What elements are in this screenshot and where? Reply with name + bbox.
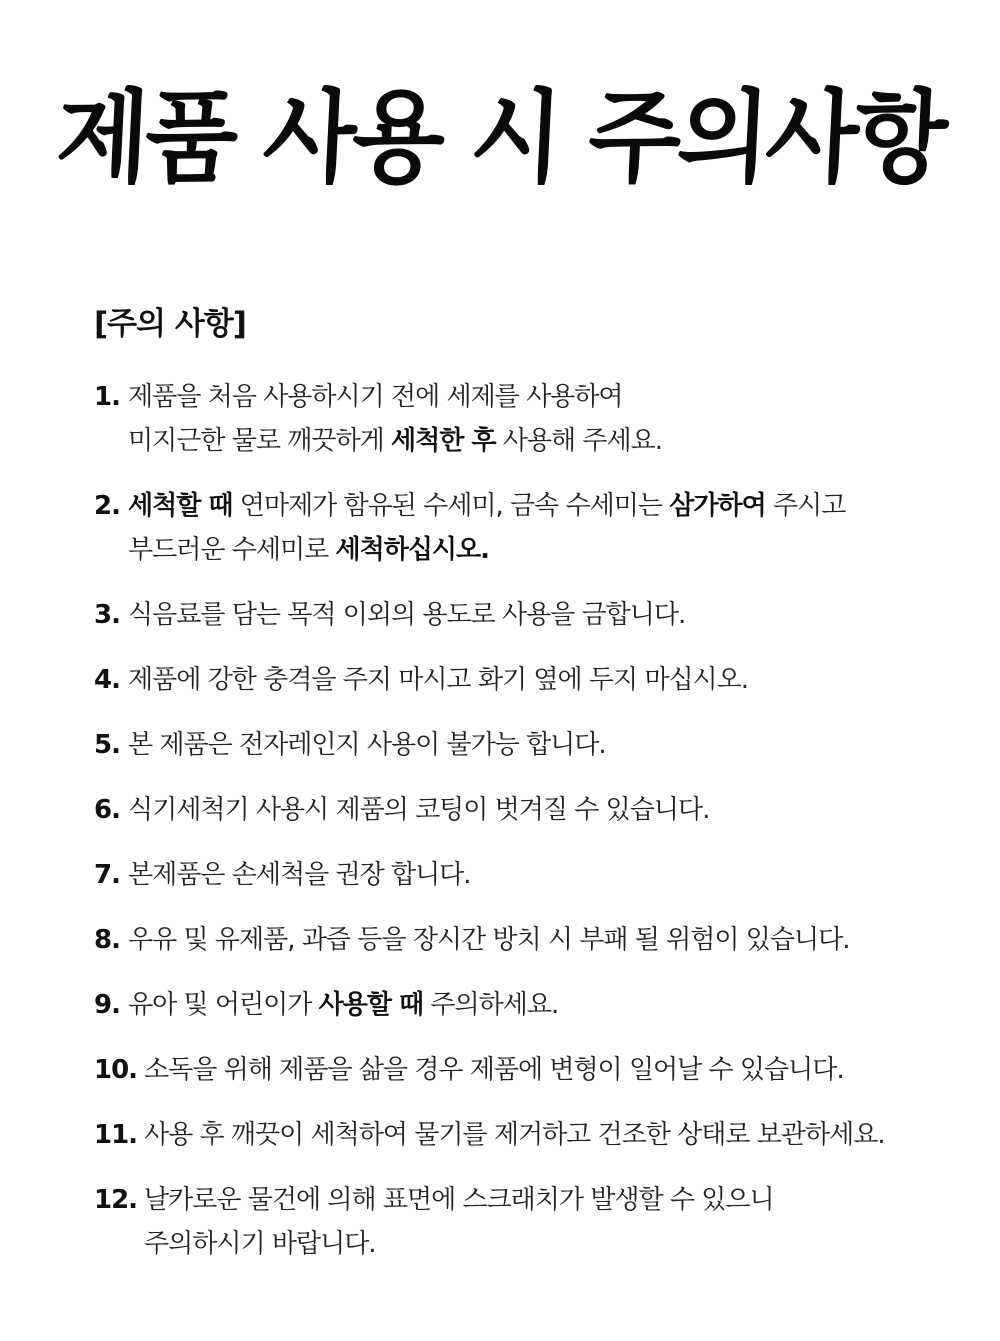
body-text: 제품을 처음 사용하시기 전에 세제를 사용하여 (128, 382, 623, 412)
caution-item (94, 723, 974, 767)
caution-item-text (94, 593, 974, 637)
body-text: 연마제가 함유된 수세미, 금속 수세미는 (232, 491, 670, 521)
caution-item-line (128, 918, 974, 962)
caution-item-text (94, 1113, 974, 1157)
caution-item-line (128, 484, 974, 528)
caution-item-text (94, 658, 974, 702)
caution-item-text (94, 484, 974, 572)
caution-item-line (128, 419, 974, 463)
caution-item-line (128, 853, 974, 897)
caution-item-text (94, 1178, 974, 1266)
caution-item-text (94, 788, 974, 832)
caution-item-line (144, 1048, 974, 1092)
caution-item-text (94, 853, 974, 897)
caution-item-number: 12. (94, 1185, 138, 1215)
body-text: 식기세척기 사용시 제품의 코팅이 벗겨질 수 있습니다. (128, 795, 710, 825)
emphasis-text: 세척할 때 (128, 491, 233, 521)
caution-item (94, 1113, 974, 1157)
caution-item (94, 1048, 974, 1092)
caution-item-line (128, 375, 974, 419)
caution-item-number: 10. (94, 1055, 138, 1085)
body-text: 사용해 주세요. (495, 426, 662, 456)
caution-item-line (128, 528, 974, 572)
caution-item-text (94, 375, 974, 463)
caution-item-number: 9. (94, 990, 120, 1020)
caution-item (94, 375, 974, 463)
body-text: 주의하세요. (423, 990, 559, 1020)
caution-item-line (128, 983, 974, 1027)
caution-item-text (94, 918, 974, 962)
caution-item-number: 7. (94, 860, 120, 890)
caution-item-line (128, 593, 974, 637)
caution-list (94, 375, 974, 1287)
body-text: 우유 및 유제품, 과즙 등을 장시간 방치 시 부패 될 위험이 있습니다. (128, 925, 850, 955)
body-text: 본제품은 손세척을 권장 합니다. (128, 860, 471, 890)
body-text: 부드러운 수세미로 (128, 535, 336, 565)
caution-item (94, 788, 974, 832)
caution-item (94, 918, 974, 962)
caution-item (94, 593, 974, 637)
caution-item-line (128, 788, 974, 832)
caution-item-number: 3. (94, 600, 120, 630)
body-text: 본 제품은 전자레인지 사용이 불가능 합니다. (128, 730, 606, 760)
body-text: 유아 및 어린이가 (128, 990, 319, 1020)
emphasis-text: 사용할 때 (318, 990, 424, 1020)
body-text: 주시고 (765, 491, 846, 521)
caution-item-text (94, 983, 974, 1027)
caution-item-text (94, 723, 974, 767)
page-title: 제품 사용 시 주의사항 (53, 79, 947, 197)
caution-item-line (144, 1113, 974, 1157)
caution-item-line (144, 1178, 974, 1222)
caution-item-number: 2. (94, 491, 120, 521)
caution-item (94, 853, 974, 897)
caution-item (94, 1178, 974, 1266)
body-text: 식음료를 담는 목적 이외의 용도로 사용을 금합니다. (128, 600, 686, 630)
body-text: 주의하시기 바랍니다. (144, 1229, 376, 1259)
body-text: 제품에 강한 충격을 주지 마시고 화기 옆에 두지 마십시오. (128, 665, 749, 695)
body-text: 날카로운 물건에 의해 표면에 스크래치가 발생할 수 있으니 (144, 1185, 774, 1215)
body-text: 미지근한 물로 깨끗하게 (128, 426, 391, 456)
caution-item-number: 5. (94, 730, 120, 760)
caution-item-number: 6. (94, 795, 120, 825)
emphasis-text: 세척하십시오. (335, 535, 490, 565)
emphasis-text: 세척한 후 (390, 426, 496, 456)
caution-item-line (128, 723, 974, 767)
caution-item-number: 4. (94, 665, 120, 695)
body-text: 사용 후 깨끗이 세척하여 물기를 제거하고 건조한 상태로 보관하세요. (144, 1120, 885, 1150)
section-heading: [주의 사항] (94, 306, 246, 342)
body-text: 소독을 위해 제품을 삶을 경우 제품에 변형이 일어날 수 있습니다. (144, 1055, 844, 1085)
caution-item-number: 1. (94, 382, 120, 412)
caution-item-text (94, 1048, 974, 1092)
emphasis-text: 삼가하여 (669, 491, 766, 521)
caution-item-number: 8. (94, 925, 120, 955)
caution-item (94, 658, 974, 702)
caution-item-number: 11. (94, 1120, 138, 1150)
caution-item (94, 484, 974, 572)
caution-item-line (128, 658, 974, 702)
caution-item (94, 983, 974, 1027)
caution-item-line (144, 1222, 974, 1266)
